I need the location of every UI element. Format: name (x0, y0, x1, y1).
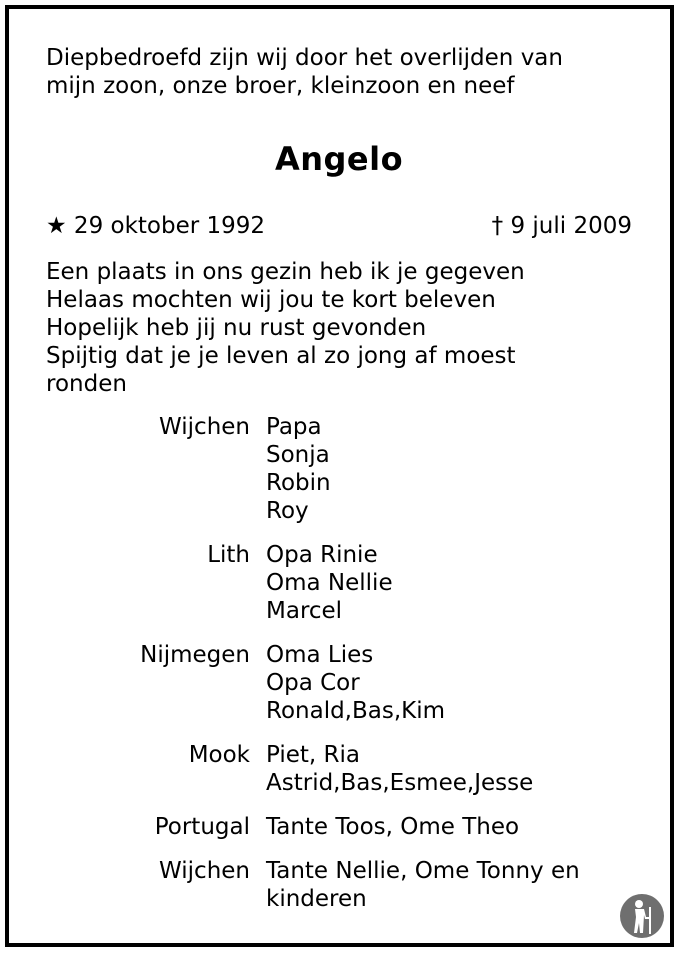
signer-names (266, 741, 533, 797)
signer-name: Opa Cor (266, 670, 360, 696)
place-name: Nijmegen (140, 642, 250, 668)
mourning-figure-icon (619, 893, 665, 939)
signer-name: Piet, Ria (266, 742, 361, 768)
signer-names (266, 541, 393, 625)
signer-names (266, 413, 331, 525)
signer-group (0, 813, 678, 841)
signer-group (0, 857, 678, 913)
signer-name: Marcel (266, 598, 343, 624)
signer-name: Opa Rinie (266, 542, 378, 568)
poem-line: Helaas mochten wij jou te kort beleven (46, 287, 496, 313)
dates-row (46, 210, 632, 242)
place-name: Wijchen (159, 858, 250, 884)
intro-line: mijn zoon, onze broer, kleinzoon en neef (46, 73, 515, 99)
signer-group (0, 741, 678, 797)
signer-group (0, 413, 678, 525)
signer-name: kinderen (266, 886, 367, 912)
signer-name: Oma Lies (266, 642, 374, 668)
poem-line: Een plaats in ons gezin heb ik je gegeven (46, 259, 525, 285)
poem-line: ronden (46, 371, 127, 397)
signer-name: Sonja (266, 442, 330, 468)
signer-name: Roy (266, 498, 309, 524)
poem-line: Hopelijk heb jij nu rust gevonden (46, 315, 427, 341)
place-name: Mook (188, 742, 250, 768)
intro-line: Diepbedroefd zijn wij door het overlijden van (46, 45, 563, 71)
place-name: Portugal (154, 814, 250, 840)
place-name: Lith (207, 542, 250, 568)
death-date: † 9 juli 2009 (491, 213, 632, 239)
signer-name: Astrid,Bas,Esmee,Jesse (266, 770, 534, 796)
signers-list (0, 413, 678, 929)
poem (46, 258, 646, 398)
place-name: Wijchen (159, 414, 250, 440)
signer-name: Papa (266, 414, 322, 440)
signer-names (266, 641, 445, 725)
signer-name: Ronald,Bas,Kim (266, 698, 446, 724)
birth-date: ★ 29 oktober 1992 (46, 213, 266, 239)
signer-group (0, 541, 678, 625)
intro-text (46, 44, 646, 100)
signer-name: Oma Nellie (266, 570, 393, 596)
signer-names (266, 813, 519, 841)
signer-name: Tante Toos, Ome Theo (266, 814, 520, 840)
signer-group (0, 641, 678, 725)
signer-name: Tante Nellie, Ome Tonny en (266, 858, 580, 884)
poem-line: Spijtig dat je je leven al zo jong af moest (46, 343, 516, 369)
signer-names (266, 857, 580, 913)
signer-name: Robin (266, 470, 331, 496)
deceased-name: Angelo (274, 140, 404, 178)
